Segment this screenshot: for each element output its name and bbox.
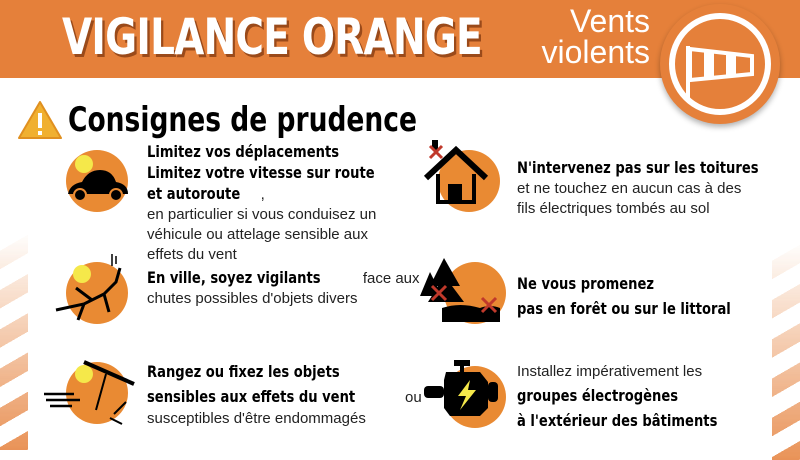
text-segment: En ville, soyez vigilants — [147, 268, 321, 287]
text-line — [147, 385, 422, 410]
item-generator — [517, 360, 761, 434]
text-segment: Limitez vos déplacements — [147, 142, 340, 161]
falling-branch-icon — [66, 262, 128, 324]
text-line — [517, 297, 778, 322]
item-driving — [147, 142, 425, 265]
text-segment: sensibles aux effets du vent — [147, 387, 356, 406]
text-segment: Limitez votre vitesse sur route — [147, 163, 375, 182]
text-segment: N'intervenez pas sur les toitures — [517, 158, 759, 177]
text-segment: en particulier si vous conduisez un — [147, 206, 377, 223]
house-roof-icon — [438, 150, 500, 212]
hazard-line-2: violents — [541, 34, 650, 70]
text-line — [147, 268, 420, 289]
text-line — [517, 384, 761, 409]
text-line — [147, 142, 425, 163]
section-title: Consignes de prudence — [68, 100, 418, 140]
text-segment: Ne vous promenez — [517, 274, 655, 293]
text-segment: Rangez ou fixez les objets — [147, 362, 340, 381]
text-segment: effets du vent — [147, 246, 237, 263]
wind-parasol-icon — [66, 362, 128, 424]
text-segment: face aux — [358, 270, 420, 287]
text-segment: chutes possibles d'objets divers — [147, 290, 358, 307]
text-segment: groupes électrogènes — [517, 386, 679, 405]
text-segment: pas en forêt ou sur le littoral — [517, 299, 731, 318]
page-title: VIGILANCE ORANGE — [62, 8, 482, 66]
windsock-icon — [660, 4, 780, 124]
hazard-label — [541, 3, 651, 70]
text-segment: et ne touchez en aucun cas à des — [517, 180, 742, 197]
item-objects — [147, 360, 422, 428]
text-line — [147, 360, 422, 385]
text-segment: , — [260, 186, 265, 203]
text-line — [517, 158, 800, 179]
text-line — [147, 163, 425, 184]
item-roofs — [517, 158, 800, 219]
text-segment: susceptibles d'être endommagés — [147, 410, 366, 427]
text-segment: Installez impérativement les — [517, 363, 703, 380]
text-segment: et autoroute — [147, 184, 241, 203]
item-forest — [517, 272, 778, 322]
text-line — [517, 272, 778, 297]
generator-icon — [444, 366, 506, 428]
forest-coast-icon — [444, 262, 506, 324]
text-line — [147, 184, 425, 205]
item-city — [147, 268, 420, 309]
warning-icon — [18, 100, 62, 140]
decorative-stripes-left — [0, 230, 28, 450]
text-segment: véhicule ou attelage sensible aux — [147, 226, 368, 243]
hazard-line-1: Vents — [569, 3, 650, 39]
text-line — [517, 409, 761, 434]
section-heading — [18, 100, 515, 140]
text-segment: ou — [400, 389, 422, 406]
car-icon — [66, 150, 128, 212]
text-segment: fils électriques tombés au sol — [517, 200, 710, 217]
text-segment: à l'extérieur des bâtiments — [517, 411, 718, 430]
